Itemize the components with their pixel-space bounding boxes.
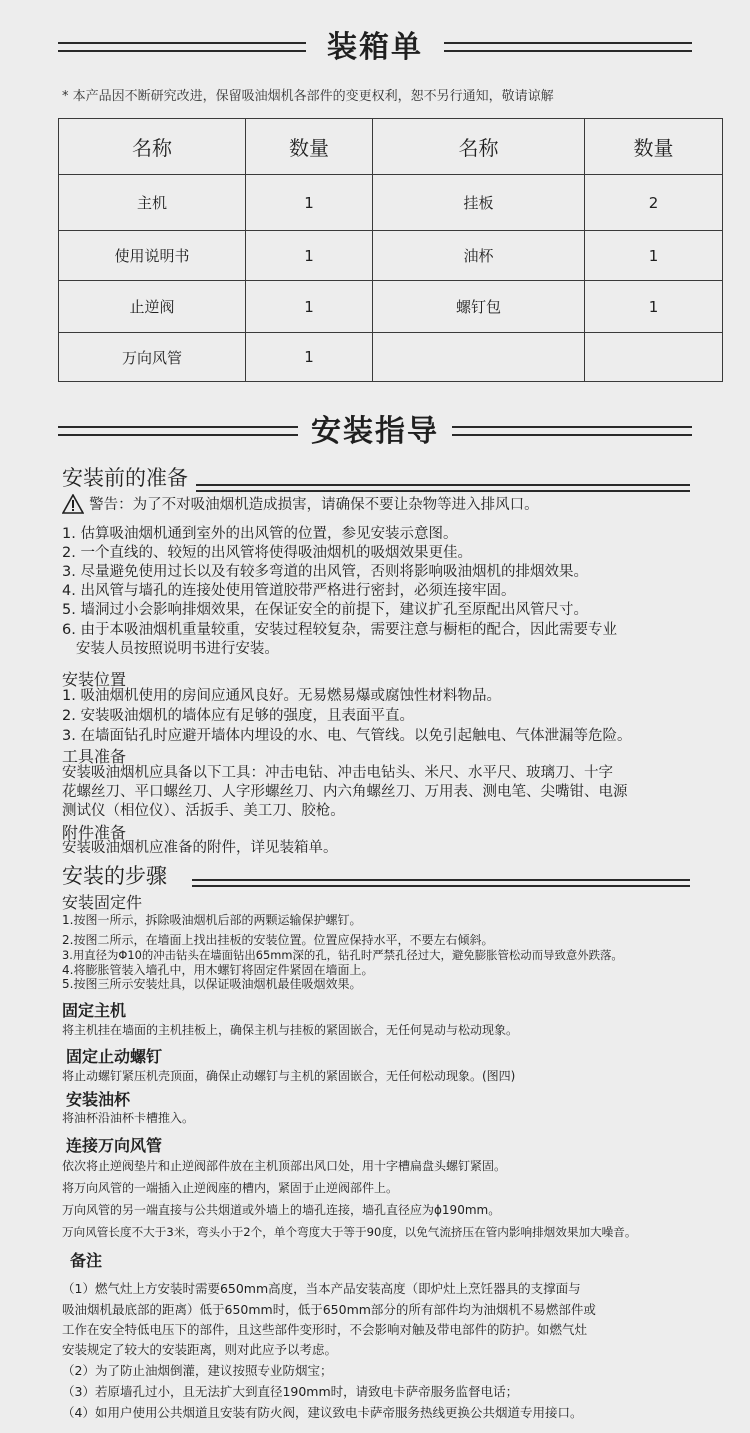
warning-row — [62, 493, 539, 515]
fix-item: 4.将膨胀管装入墙孔中，用木螺钉将固定件紧固在墙面上。 — [62, 963, 374, 977]
item-name: 使用说明书 — [59, 231, 246, 281]
item-name: 止逆阀 — [59, 281, 246, 333]
steps-heading: 安装的步骤 — [62, 864, 167, 888]
tools-line: 花螺丝刀、平口螺丝刀、人字形螺丝刀、内六角螺丝刀、万用表、测电笔、尖嘴钳、电源 — [62, 784, 628, 800]
table-header-row — [59, 119, 723, 175]
item-name: 万向风管 — [59, 333, 246, 382]
item-qty: 1 — [585, 231, 723, 281]
fix-item: 5.按图三所示安装灶具，以保证吸油烟机最佳吸烟效果。 — [62, 977, 362, 991]
header-cell: 数量 — [246, 119, 373, 175]
tools-line: 测试仪（相位仪）、活扳手、美工刀、胶枪。 — [62, 803, 345, 819]
item-qty: 1 — [246, 281, 373, 333]
host-line: 将主机挂在墙面的主机挂板上，确保主机与挂板的紧固嵌合，无任何晃动与松动现象。 — [62, 1023, 519, 1037]
remark-line: 吸油烟机最底部的距离）低于650mm时，低于650mm部分的所有部件均为油烟机不易燃部件或 — [62, 1302, 596, 1317]
table-row — [59, 175, 723, 231]
fix-item: 2.按图二所示，在墙面上找出挂板的安装位置。位置应保持水平，不要左右倾斜。 — [62, 933, 494, 947]
heading-rule — [196, 484, 690, 492]
item-qty: 1 — [585, 281, 723, 333]
item-qty: 1 — [246, 175, 373, 231]
duct-line: 万向风管的另一端直接与公共烟道或外墙上的墙孔连接，墙孔直径应为ϕ190mm。 — [62, 1203, 501, 1217]
remark-line: （2）为了防止油烟倒灌，建议按照专业防烟宝； — [62, 1363, 333, 1378]
prep-item: 1. 估算吸油烟机通到室外的出风管的位置，参见安装示意图。 — [62, 526, 458, 542]
item-name: 主机 — [59, 175, 246, 231]
prep-item: 5. 墙洞过小会影响排烟效果，在保证安全的前提下，建议扩孔至原配出风管尺寸。 — [62, 602, 588, 618]
table-row — [59, 281, 723, 333]
prep-item: 4. 出风管与墙孔的连接处使用管道胶带严格进行密封，必须连接牢固。 — [62, 583, 516, 599]
prep-item: 6. 由于本吸油烟机重量较重，安装过程较复杂，需要注意与橱柜的配合，因此需要专业 — [62, 622, 617, 638]
cup-heading: 安装油杯 — [66, 1090, 131, 1109]
tools-heading: 工具准备 — [62, 747, 127, 766]
header-cell: 名称 — [373, 119, 585, 175]
item-qty: 1 — [246, 333, 373, 382]
prep-item: 2. 一个直线的、较短的出风管将使得吸油烟机的吸烟效果更佳。 — [62, 545, 472, 561]
item-qty — [585, 333, 723, 382]
warning-text: 警告：为了不对吸油烟机造成损害，请确保不要让杂物等进入排风口。 — [89, 497, 539, 513]
packing-notice: * 本产品因不断研究改进，保留吸油烟机各部件的变更权利，恕不另行通知，敬请谅解 — [62, 89, 554, 104]
item-name: 挂板 — [373, 175, 585, 231]
header-cell: 数量 — [585, 119, 723, 175]
accessory-heading: 附件准备 — [62, 823, 127, 842]
item-name — [373, 333, 585, 382]
duct-line: 将万向风管的一端插入止逆阀座的槽内，紧固于止逆阀部件上。 — [62, 1181, 399, 1195]
screw-line: 将止动螺钉紧压机壳顶面，确保止动螺钉与主机的紧固嵌合，无任何松动现象。(图四) — [62, 1069, 516, 1083]
cup-line: 将油杯沿油杯卡槽推入。 — [62, 1111, 195, 1125]
duct-line: 万向风管长度不大于3米，弯头小于2个，单个弯度大于等于90度，以免气流挤压在管内影响排烟效果加大噪音。 — [62, 1225, 637, 1239]
remark-heading: 备注 — [70, 1251, 103, 1270]
table-row — [59, 333, 723, 382]
prep-item: 3. 尽量避免使用过长以及有较多弯道的出风管，否则将影响吸油烟机的排烟效果。 — [62, 564, 588, 580]
remark-line: （4）如用户使用公共烟道且安装有防火阀，建议致电卡萨帝服务热线更换公共烟道专用接口。 — [62, 1405, 583, 1420]
remark-line: （3）若原墙孔过小，且无法扩大到直径190mm时，请致电卡萨帝服务监督电话； — [62, 1384, 519, 1399]
packing-title-block — [0, 28, 750, 68]
accessory-line: 安装吸油烟机应准备的附件，详见装箱单。 — [62, 840, 338, 856]
item-name: 油杯 — [373, 231, 585, 281]
location-item: 1. 吸油烟机使用的房间应通风良好。无易燃易爆或腐蚀性材料物品。 — [62, 688, 501, 704]
duct-heading: 连接万向风管 — [66, 1136, 163, 1155]
install-title-block — [0, 412, 750, 452]
location-heading: 安装位置 — [62, 670, 127, 689]
location-item: 2. 安装吸油烟机的墙体应有足够的强度，且表面平直。 — [62, 708, 414, 724]
warning-icon — [62, 494, 84, 514]
location-item: 3. 在墙面钻孔时应避开墙体内埋设的水、电、气管线。以免引起触电、气体泄漏等危险。 — [62, 728, 632, 744]
duct-line: 依次将止逆阀垫片和止逆阀部件放在主机顶部出风口处，用十字槽扁盘头螺钉紧固。 — [62, 1159, 507, 1173]
packing-table — [58, 118, 723, 382]
fix-item: 3.用直径为Φ10的冲击钻头在墙面钻出65mm深的孔，钻孔时严禁孔径过大，避免膨胀管松动而导致意外跌落。 — [62, 948, 623, 962]
item-qty: 2 — [585, 175, 723, 231]
remark-line: （1）燃气灶上方安装时需要650mm高度，当本产品安装高度（即炉灶上烹饪器具的支撑面与 — [62, 1281, 581, 1296]
table-row — [59, 231, 723, 281]
remark-line: 安装规定了较大的安装距离，则对此应予以考虑。 — [62, 1342, 338, 1357]
prep-item: 安装人员按照说明书进行安装。 — [62, 641, 279, 657]
host-heading: 固定主机 — [62, 1001, 127, 1020]
screw-heading: 固定止动螺钉 — [66, 1047, 163, 1066]
tools-line: 安装吸油烟机应具备以下工具：冲击电钻、冲击电钻头、米尺、水平尺、玻璃刀、十字 — [62, 765, 613, 781]
fix-item: 1.按图一所示，拆除吸油烟机后部的两颗运输保护螺钉。 — [62, 913, 362, 927]
install-title: 安装指导 — [299, 414, 451, 449]
prep-heading: 安装前的准备 — [62, 466, 188, 490]
packing-title: 装箱单 — [315, 30, 435, 65]
header-cell: 名称 — [59, 119, 246, 175]
heading-rule — [192, 879, 690, 887]
fix-heading: 安装固定件 — [62, 893, 143, 912]
item-name: 螺钉包 — [373, 281, 585, 333]
item-qty: 1 — [246, 231, 373, 281]
remark-line: 工作在安全特低电压下的部件，且这些部件变形时，不会影响对触及带电部件的防护。如燃气灶 — [62, 1322, 588, 1337]
